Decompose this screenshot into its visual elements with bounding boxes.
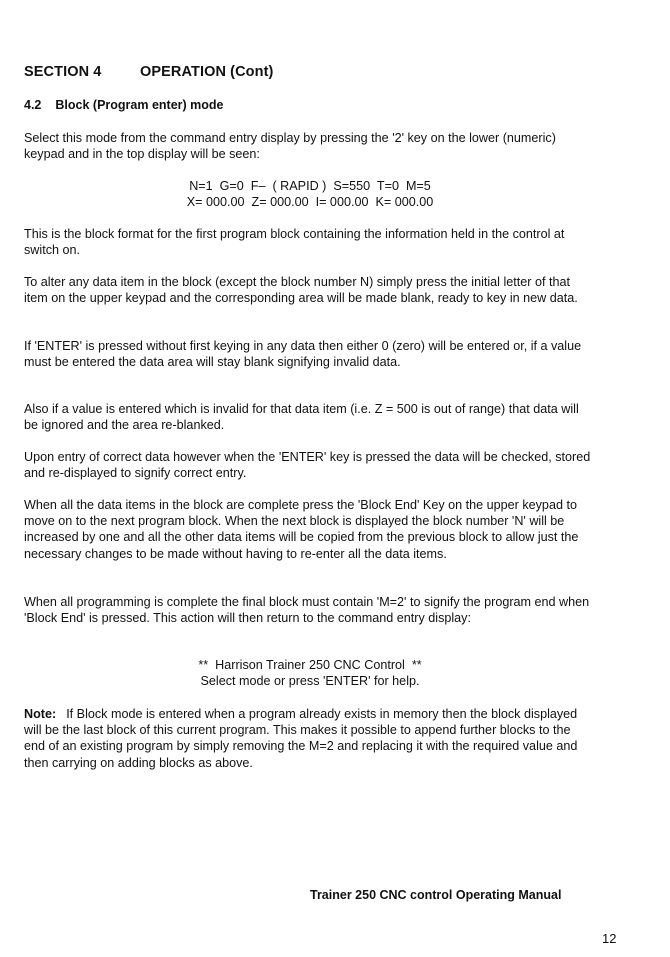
command-display-line-2: Select mode or press 'ENTER' for help. [200, 674, 420, 688]
paragraph-block-end: When all the data items in the block are complete press the 'Block End' Key on the upper keypad to move on to the next program block. When the next block is displayed the block number 'N' will be increased by one and all the other data items will be copied from the previous block to allow just the necessary changes to be made without having to re-enter all the data items. [24, 498, 579, 561]
paragraph-program-end: When all programming is complete the final block must contain 'M=2' to signify the program end when 'Block End' is pressed. This action will then return to the command entry display: [24, 595, 590, 626]
subsection-heading [24, 98, 223, 112]
paragraph-invalid-value: Also if a value is entered which is invalid for that data item (i.e. Z = 500 is out of range) that data will be ignored and the area re-blanked. [24, 402, 579, 433]
paragraph-correct-entry: Upon entry of correct data however when the 'ENTER' key is pressed the data will be checked, stored and re-displayed to signify correct entry. [24, 450, 591, 481]
manual-title-footer: Trainer 250 CNC control Operating Manual [310, 888, 562, 902]
paragraph-enter-no-data: If 'ENTER' is pressed without first keying in any data then either 0 (zero) will be entered or, if a value must be entered the data area will stay blank signifying invalid data. [24, 339, 582, 370]
subsection-title: Block (Program enter) mode [55, 98, 224, 112]
paragraph-block-format: This is the block format for the first program block containing the information held in the control at switch on. [24, 227, 565, 258]
section-title: OPERATION (Cont) [140, 64, 274, 80]
command-display-line-1: ** Harrison Trainer 250 CNC Control ** [198, 658, 422, 672]
note-paragraph [24, 706, 594, 771]
block-display-line-2: X= 000.00 Z= 000.00 I= 000.00 K= 000.00 [186, 195, 434, 209]
paragraph-select-mode: Select this mode from the command entry display by pressing the '2' key on the lower (numeric) keypad and in the top display will be seen: [24, 131, 556, 162]
page-number: 12 [602, 931, 617, 946]
paragraph-alter-data: To alter any data item in the block (except the block number N) simply press the initial letter of that item on the upper keypad and the corresponding area will be made blank, ready to key in new data. [24, 275, 578, 306]
note-text: If Block mode is entered when a program already exists in memory then the block displayed will be the last block of this current program. This makes it possible to append further blocks to the end of an existing program by simply removing the M=2 and replacing it with the required value and then carrying on adding blocks as above. [24, 707, 578, 770]
section-heading [24, 64, 274, 80]
section-label: SECTION 4 [24, 64, 102, 80]
note-label: Note: [24, 707, 57, 721]
block-display-line-1: N=1 G=0 F– ( RAPID ) S=550 T=0 M=5 [189, 179, 431, 193]
subsection-number: 4.2 [24, 98, 42, 112]
